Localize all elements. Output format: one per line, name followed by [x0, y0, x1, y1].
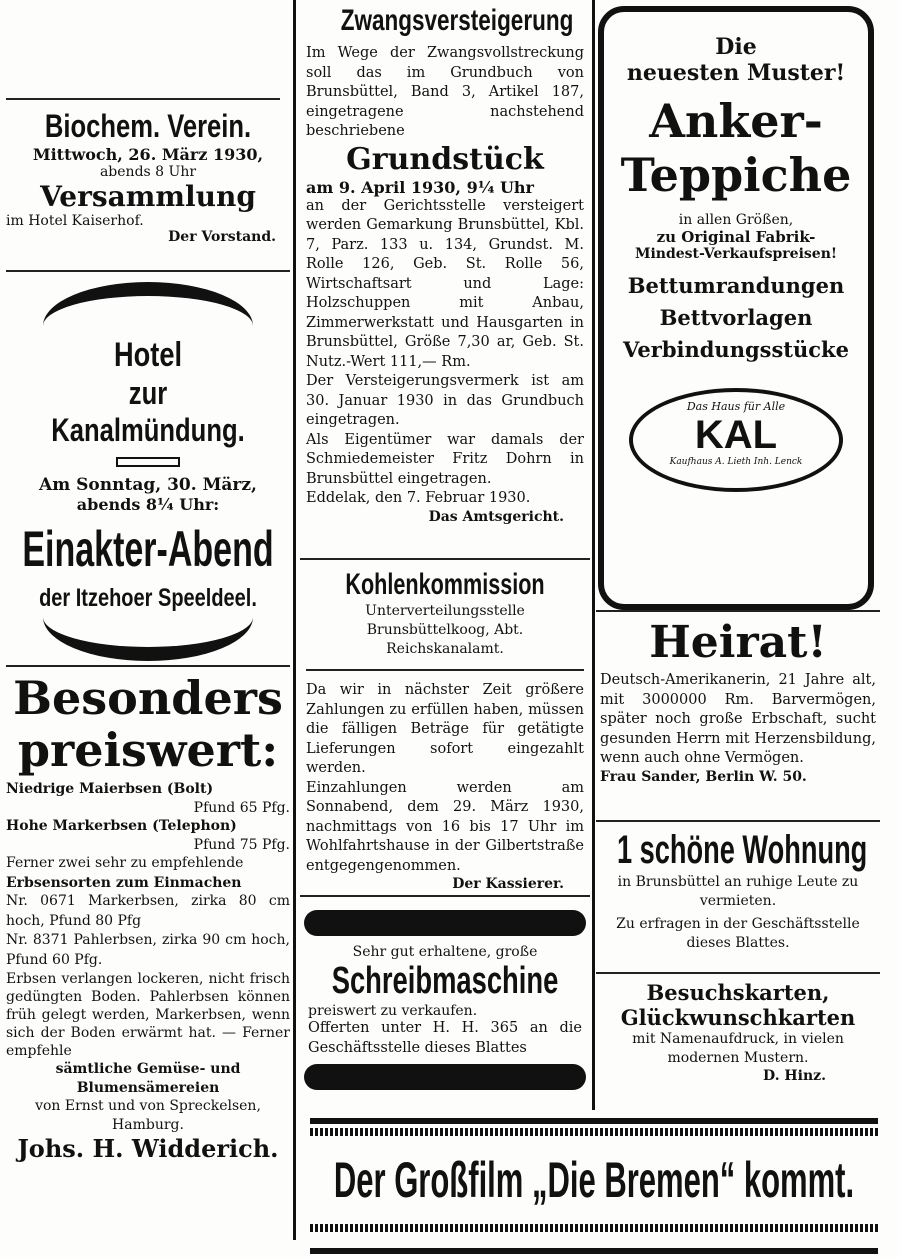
text: Frau Sander, Berlin W. 50. [600, 768, 807, 785]
text: Eddelak, den 7. Februar 1930. [306, 490, 531, 506]
ad-title: 1 schöne Wohnung [616, 828, 868, 872]
ad-carpets [598, 6, 874, 610]
text: Nr. 0671 Markerbsen, zirka 80 cm hoch, Pfund 80 Pfg [6, 893, 290, 929]
text: Die [715, 34, 757, 60]
ad-cards [596, 980, 880, 1084]
ad-typewriter [300, 910, 590, 1090]
text: im Hotel Kaiserhof. [6, 213, 144, 229]
text: D. Hinz. [763, 1068, 826, 1084]
text: abends 8¼ Uhr: [76, 495, 220, 514]
text: Im Wege der Zwangsvollstreckung soll das im Grundbuch von Brunsbüttel, Band 3, Artikel 187, eingetragene nachstehend beschriebene [306, 45, 584, 139]
ad-title: Biochem. Verein. [44, 108, 252, 144]
ornament-arc [43, 617, 253, 661]
ad-flat [596, 828, 880, 953]
text: abends 8 Uhr [99, 164, 197, 180]
text: Johs. H. Widderich. [17, 1134, 279, 1163]
text: Verbindungsstücke [623, 337, 849, 362]
text: Der Vorstand. [168, 229, 276, 245]
text: Erbsensorten zum Einmachen [6, 874, 242, 891]
text: Glückwunschkarten [620, 1005, 856, 1030]
text: von Ernst und von Spreckelsen, Hamburg. [35, 1098, 261, 1133]
text: Das Amtsgericht. [428, 508, 564, 525]
ad-title: Zwangsversteigerung [340, 4, 574, 37]
text: Ferner zwei sehr zu empfehlende [6, 855, 244, 871]
ornament-arc [43, 282, 253, 326]
text: preiswert: [17, 723, 279, 777]
text: Nr. 8371 Pahlerbsen, zirka 90 cm hoch, Pfund 60 Pfg. [6, 932, 290, 968]
text: Da wir in nächster Zeit größere Zahlungen zu erfüllen haben, müssen die fälligen Beträge für getätigte Lieferungen sofort eingezahlt werden. [306, 682, 584, 776]
text: am 9. April 1930, 9¼ Uhr [306, 177, 534, 197]
text: sämtliche Gemüse- und Blumensämereien [55, 1061, 241, 1096]
text: Niedrige Maierbsen (Bolt) [6, 781, 214, 797]
text: zu Original Fabrik- [656, 228, 816, 246]
text: mit Namenaufdruck, in vielen modernen Mustern. [632, 1031, 844, 1066]
text: Zu erfragen in der Geschäftsstelle dieses Blattes. [616, 916, 860, 951]
text: Bettumrandungen [627, 273, 845, 298]
text: Der Kassierer. [452, 876, 564, 892]
text: Pfund 75 Pfg. [193, 836, 290, 853]
text: Anker- [649, 94, 823, 148]
text: Hotel [114, 336, 182, 374]
text: Bettvorlagen [659, 305, 813, 330]
ad-film [310, 1118, 878, 1254]
ornament-bar [304, 1064, 586, 1090]
text: Hohe Markerbsen (Telephon) [6, 818, 237, 834]
text: der Itzehoer Speeldeel. [39, 584, 257, 612]
text: Grundstück [346, 141, 544, 177]
ad-marriage [596, 615, 880, 785]
text: in allen Größen, [678, 212, 794, 228]
logo-text: KAL [694, 413, 778, 457]
text: Der Großfilm „Die Bremen“ kommt. [333, 1152, 855, 1208]
text: Versammlung [40, 180, 256, 213]
ad-seeds [6, 671, 290, 1163]
ad-hotel [6, 282, 290, 661]
logo-text: Das Haus für Alle [686, 400, 786, 413]
text: Deutsch-Amerikanerin, 21 Jahre alt, mit 3000000 Rm. Barvermögen, später noch große Erbschaft, sucht gesunden Herrn mit Herzensbildung, wenn auch ohne Vermögen. [600, 672, 876, 766]
text: Einzahlungen werden am Sonnabend, dem 29. März 1930, nachmittags von 16 bis 17 Uhr im Wohlfahrtshause in der Gilbertstraße entgegengenommen. [306, 779, 584, 874]
text: Unterverteilungsstelle Brunsbüttelkoog, Abt. Reichskanalamt. [365, 603, 525, 657]
kal-logo [629, 388, 843, 492]
text: Schreibmaschine [331, 960, 559, 1002]
text: Erbsen verlangen lockeren, nicht frisch gedüngten Boden. Pahlerbsen können früh gelegt werden, Markerbsen, wenn sich der Boden erwärmt hat. — Ferner empfehle [6, 971, 290, 1059]
column-rule [293, 0, 296, 1240]
text: Mindest-Verkaufspreisen! [634, 246, 838, 262]
logo-text: Kaufhaus A. Lieth Inh. Lenck [669, 457, 803, 467]
text: in Brunsbüttel an ruhige Leute zu vermieten. [617, 874, 859, 909]
text: Am Sonntag, 30. März, [39, 475, 257, 495]
text: neuesten Muster! [626, 60, 846, 86]
text: zur Kanalmündung. [51, 375, 245, 448]
ad-title: Kohlenkommission [345, 568, 545, 601]
ad-auction [300, 4, 590, 525]
text: Einakter-Abend [22, 521, 274, 577]
ad-biochem [6, 108, 290, 245]
ad-title: Heirat! [649, 617, 827, 668]
text: Besonders [13, 671, 283, 725]
text: Pfund 65 Pfg. [193, 799, 290, 816]
text: Als Eigentümer war damals der Schmiedemeister Fritz Dohrn in Brunsbüttel eingetragen. [306, 431, 584, 487]
text: an der Gerichtsstelle versteigert werden Gemarkung Brunsbüttel, Kbl. 7, Parz. 133 u. 134, Grundst. M. Rolle 126, Geb. St. Rolle 56, Wirtschaftsart und Lage: Holzschuppen mit Anbau, Zimmerwerkstatt und Hausgarten in Brunsbüttel, Größe 7,30 ar, Geb. St. Nutz.-Wert 111,— Rm. [306, 197, 584, 370]
text: Offerten unter H. H. 365 an die Geschäftsstelle dieses Blattes [308, 1020, 582, 1056]
text: preiswert zu verkaufen. [308, 1003, 478, 1019]
text: Der Versteigerungsvermerk ist am 30. Januar 1930 in das Grundbuch eingetragen. [306, 373, 584, 428]
text: Teppiche [620, 148, 852, 202]
text: Sehr gut erhaltene, große [352, 944, 538, 960]
column-rule [592, 0, 595, 1110]
text: Besuchskarten, [646, 980, 830, 1005]
ad-coal [300, 568, 590, 892]
text: Mittwoch, 26. März 1930, [32, 145, 264, 164]
ornament-bar [304, 910, 586, 936]
